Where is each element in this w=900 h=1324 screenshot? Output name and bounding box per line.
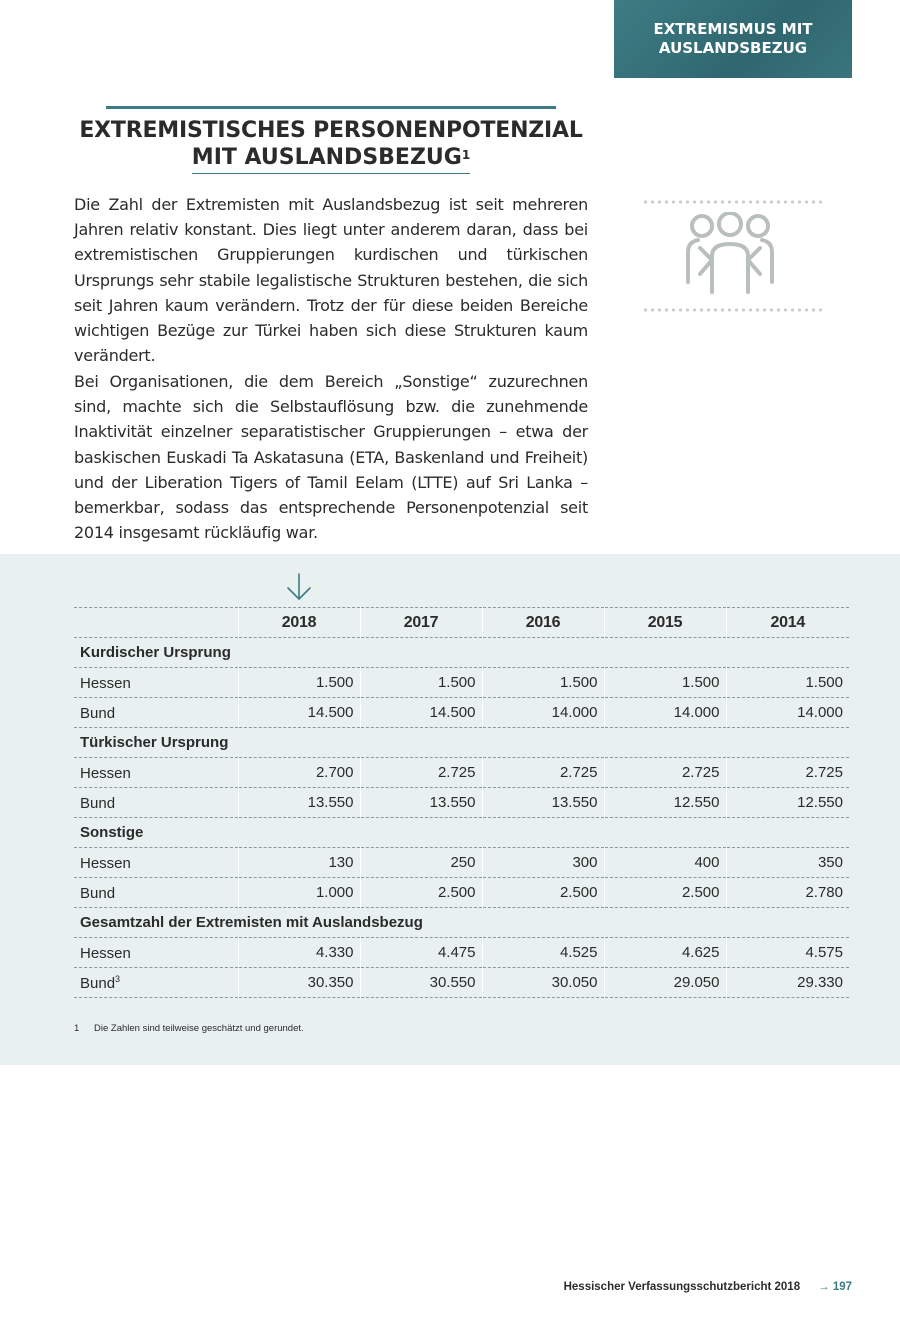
- value-cell: 130: [238, 848, 360, 878]
- value-cell: 1.500: [604, 668, 726, 698]
- section-row: [74, 818, 849, 848]
- header-row: [74, 608, 849, 638]
- value-cell: 14.000: [726, 698, 849, 728]
- extremists-table: [74, 607, 849, 998]
- group-of-people-icon: [642, 196, 822, 316]
- value-cell: 2.500: [482, 878, 604, 908]
- value-cell: 14.500: [360, 698, 482, 728]
- table-row: [74, 668, 849, 698]
- table-row: [74, 698, 849, 728]
- section-row: [74, 908, 849, 938]
- section-heading: Kurdischer Ursprung: [74, 638, 849, 668]
- row-label-cell: [74, 848, 238, 878]
- row-label-cell: [74, 668, 238, 698]
- value-cell: 250: [360, 848, 482, 878]
- table-row: [74, 788, 849, 818]
- page-number: 197: [832, 1281, 852, 1293]
- table-row: [74, 758, 849, 788]
- row-label-cell: [74, 758, 238, 788]
- row-label-cell: [74, 788, 238, 818]
- section-row: [74, 638, 849, 668]
- row-label-cell: [74, 698, 238, 728]
- value-cell: 350: [726, 848, 849, 878]
- value-cell: 2.500: [604, 878, 726, 908]
- table-row: [74, 848, 849, 878]
- value-cell: 14.500: [238, 698, 360, 728]
- section-tag: [614, 0, 852, 78]
- row-label: Hessen: [80, 764, 131, 782]
- value-cell: 2.725: [726, 758, 849, 788]
- value-cell: 2.725: [604, 758, 726, 788]
- value-cell: 1.500: [360, 668, 482, 698]
- value-cell: 13.550: [482, 788, 604, 818]
- value-cell: 4.330: [238, 938, 360, 968]
- title-line2: [192, 144, 470, 174]
- value-cell: 2.725: [360, 758, 482, 788]
- footnote-text: Die Zahlen sind teilweise geschätzt und gerundet.: [94, 1023, 304, 1034]
- year-header: 2017: [360, 608, 482, 638]
- section-heading: Sonstige: [74, 818, 849, 848]
- page-number-group: [818, 1281, 852, 1293]
- table-row: [74, 938, 849, 968]
- title-rule: [106, 106, 556, 109]
- value-cell: 2.780: [726, 878, 849, 908]
- year-header: 2015: [604, 608, 726, 638]
- value-cell: 13.550: [238, 788, 360, 818]
- dotted-rule-bottom: [642, 308, 822, 312]
- row-label: Hessen: [80, 674, 131, 692]
- year-header: 2018: [238, 608, 360, 638]
- value-cell: 29.330: [726, 968, 849, 998]
- row-label: Hessen: [80, 944, 131, 962]
- value-cell: 14.000: [482, 698, 604, 728]
- dotted-rule-top: [642, 200, 822, 204]
- footnote: [74, 1023, 304, 1034]
- arrow-down-icon: [285, 572, 313, 602]
- value-cell: 4.625: [604, 938, 726, 968]
- value-cell: 4.525: [482, 938, 604, 968]
- footer-publication: Hessischer Verfassungsschutzbericht 2018: [563, 1281, 801, 1293]
- table-row: [74, 878, 849, 908]
- value-cell: 2.500: [360, 878, 482, 908]
- title-line1: EXTREMISTISCHES PERSONENPOTENZIAL: [79, 118, 583, 143]
- value-cell: 1.000: [238, 878, 360, 908]
- value-cell: 13.550: [360, 788, 482, 818]
- value-cell: 1.500: [482, 668, 604, 698]
- section-tag-line1: EXTREMISMUS MIT: [653, 20, 813, 38]
- paragraph-2: Bei Organisationen, die dem Bereich „Sonstige“ zuzurechnen sind, machte sich die Selbstauflösung bzw. die zunehmende Inaktivität einzelner separatistischer Gruppierungen – etwa der baskischen Euskadi Ta Askatasuna (ETA, Baskenland und Freiheit) und der Liberation Tigers of Tamil Eelam (LTTE) auf Sri Lanka – bemerkbar, sodass das entsprechende Personenpotenzial seit 2014 insgesamt rückläufig war.: [74, 372, 588, 543]
- year-header: 2016: [482, 608, 604, 638]
- row-label: Hessen: [80, 854, 131, 872]
- section-heading: Türkischer Ursprung: [74, 728, 849, 758]
- paragraph-1: Die Zahl der Extremisten mit Auslandsbezug ist seit mehreren Jahren relativ konstant. Dies liegt unter anderem daran, dass bei extremistischen Gruppierungen kurdischen und türkischen Ursprungs sehr stabile legalistische Strukturen bestehen, die sich seit Jahren kaum verändern. Trotz der für diese beiden Bereiche wichtigen Bezüge zur Türkei haben sich diese Strukturen kaum verändert.: [74, 195, 588, 366]
- section-tag-line2: AUSLANDSBEZUG: [658, 39, 808, 57]
- footnote-number: 1: [74, 1023, 80, 1034]
- year-header: 2014: [726, 608, 849, 638]
- row-label: Bund: [80, 884, 116, 902]
- value-cell: 1.500: [726, 668, 849, 698]
- value-cell: 400: [604, 848, 726, 878]
- value-cell: 30.050: [482, 968, 604, 998]
- value-cell: 2.700: [238, 758, 360, 788]
- value-cell: 29.050: [604, 968, 726, 998]
- title-footnote-ref: 1: [461, 148, 471, 162]
- value-cell: 300: [482, 848, 604, 878]
- value-cell: 12.550: [726, 788, 849, 818]
- row-label: Bund: [80, 974, 116, 992]
- header-empty-cell: [74, 608, 238, 638]
- value-cell: 4.475: [360, 938, 482, 968]
- row-label-cell: [74, 938, 238, 968]
- value-cell: 1.500: [238, 668, 360, 698]
- row-label-sup: 3: [115, 973, 121, 984]
- page-footer: [564, 1281, 852, 1293]
- section-row: [74, 728, 849, 758]
- arrow-right-icon: →: [818, 1281, 830, 1293]
- row-label-cell: [74, 878, 238, 908]
- row-label: Bund: [80, 794, 116, 812]
- row-label-cell: [74, 968, 238, 998]
- value-cell: 14.000: [604, 698, 726, 728]
- value-cell: 2.725: [482, 758, 604, 788]
- value-cell: 4.575: [726, 938, 849, 968]
- value-cell: 12.550: [604, 788, 726, 818]
- value-cell: 30.350: [238, 968, 360, 998]
- page-title: [74, 106, 588, 174]
- section-heading: Gesamtzahl der Extremisten mit Auslandsbezug: [74, 908, 849, 938]
- title-line2-text: MIT AUSLANDSBEZUG: [191, 145, 462, 170]
- row-label: Bund: [80, 704, 116, 722]
- value-cell: 30.550: [360, 968, 482, 998]
- table-row: [74, 968, 849, 998]
